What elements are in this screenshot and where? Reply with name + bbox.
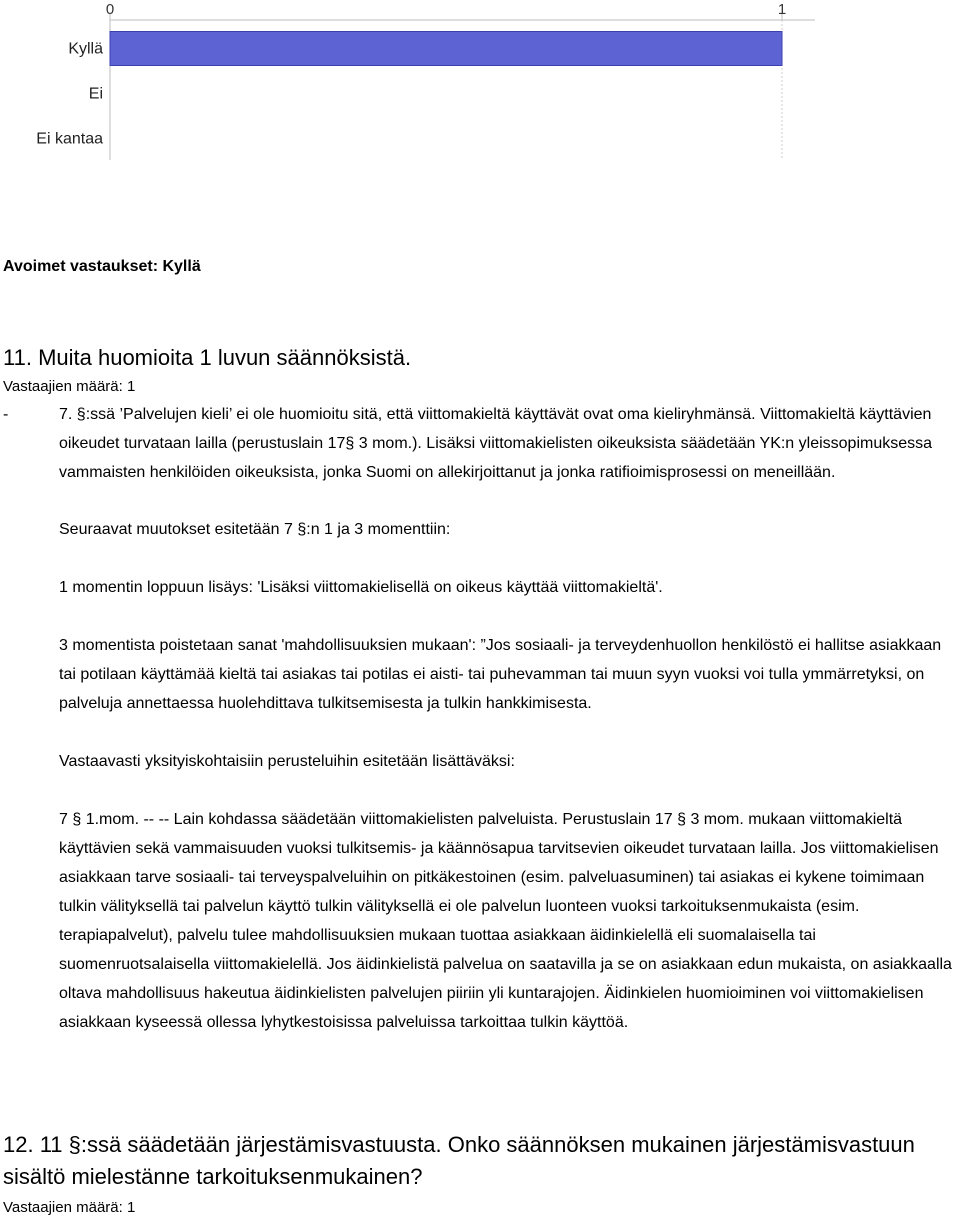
bar — [110, 32, 782, 66]
open-answers-heading: Avoimet vastaukset: Kyllä — [3, 258, 201, 275]
answer-paragraph: 7. §:ssä ’Palvelujen kieli’ ei ole huomioitu sitä, että viittomakieltä käyttävät ovat oma kieliryhmänsä. Viittomakieltä käyttävien oikeudet turvataan lailla (perustuslain 17§ 3 mom.). Lisäksi viittomakielisten oikeuksista säädetään YK:n yleissopimuksessa vammaisten henkilöiden oikeuksista, jonka Suomi on allekirjoittanut ja jonka ratifioimisprosessi on meneillään. — [59, 406, 933, 481]
x-tick-label: 0 — [105, 1, 115, 18]
category-label: Kyllä — [68, 40, 103, 58]
category-label: Ei kantaa — [36, 130, 103, 148]
answer-text — [59, 400, 959, 1037]
x-tick-label: 1 — [777, 1, 787, 18]
question-11-title: 11. Muita huomioita 1 luvun säännöksistä. — [3, 345, 412, 370]
question-11-respondents: Vastaajien määrä: 1 — [3, 378, 136, 395]
answer-dash: - — [3, 406, 9, 423]
answer-paragraph: Vastaavasti yksityiskohtaisiin perusteluihin esitetään lisättäväksi: — [59, 753, 515, 770]
answer-paragraph: 7 § 1.mom. -- -- Lain kohdassa säädetään viittomakielisten palveluista. Perustuslain 17 § 3 mom. mukaan viittomakieltä käyttävien sekä vammaisuuden vuoksi tulkitsemis- ja käännösapua tarvitsevien oikeudet turvataan lailla. Jos viittomakielisen asiakkaan tarve sosiaali- tai terveyspalveluihin on pitkäkestoinen (esim. palveluasuminen) tai asiakas ei kykene toimimaan tulkin välityksellä tai palvelun käyttö tulkin välityksellä ei ole palvelun luonteen vuoksi tarkoituksenmukaista (esim. terapiapalvelut), palvelu tulee mahdollisuuksien mukaan tuottaa asiakkaan äidinkielellä eli suomalaisella tai suomenruotsalaisella viittomakielellä. Jos äidinkielistä palvelua on saatavilla ja se on asiakkaan edun mukaista, on asiakkaalla oltava mahdollisuus hakeutua äidinkielisten palvelujen piiriin yli kuntarajojen. Äidinkielen huomioiminen voi viittomakielisen asiakkaan kyseessä ollessa lyhytkestoisissa palveluissa tarkoittaa tulkin käyttöä. — [59, 811, 952, 1031]
answer-paragraph: Seuraavat muutokset esitetään 7 §:n 1 ja 3 momenttiin: — [59, 521, 451, 538]
answer-paragraph: 3 momentista poistetaan sanat 'mahdollisuuksien mukaan': ”Jos sosiaali- ja terveydenhuollon henkilöstö ei hallitse asiakkaan tai potilaan käyttämää kieltä tai asiakas tai potilas ei aisti- tai puhevamman tai muun syyn vuoksi voi tulla ymmärretyksi, on palveluja annettaessa huolehdittava tulkitsemisesta ja tulkin hankkimisesta. — [59, 637, 942, 712]
question-12-respondents: Vastaajien määrä: 1 — [3, 1199, 136, 1216]
question-12-title: 12. 11 §:ssä säädetään järjestämisvastuusta. Onko säännöksen mukainen järjestämisvastuun sisältö mielestänne tarkoituksenmukainen? — [3, 1132, 915, 1189]
category-label: Ei — [88, 85, 103, 103]
answer-paragraph: 1 momentin loppuun lisäys: 'Lisäksi viittomakielisellä on oikeus käyttää viittomakieltä'. — [59, 579, 663, 596]
response-bar-chart — [0, 0, 960, 200]
chart-svg — [0, 0, 960, 200]
